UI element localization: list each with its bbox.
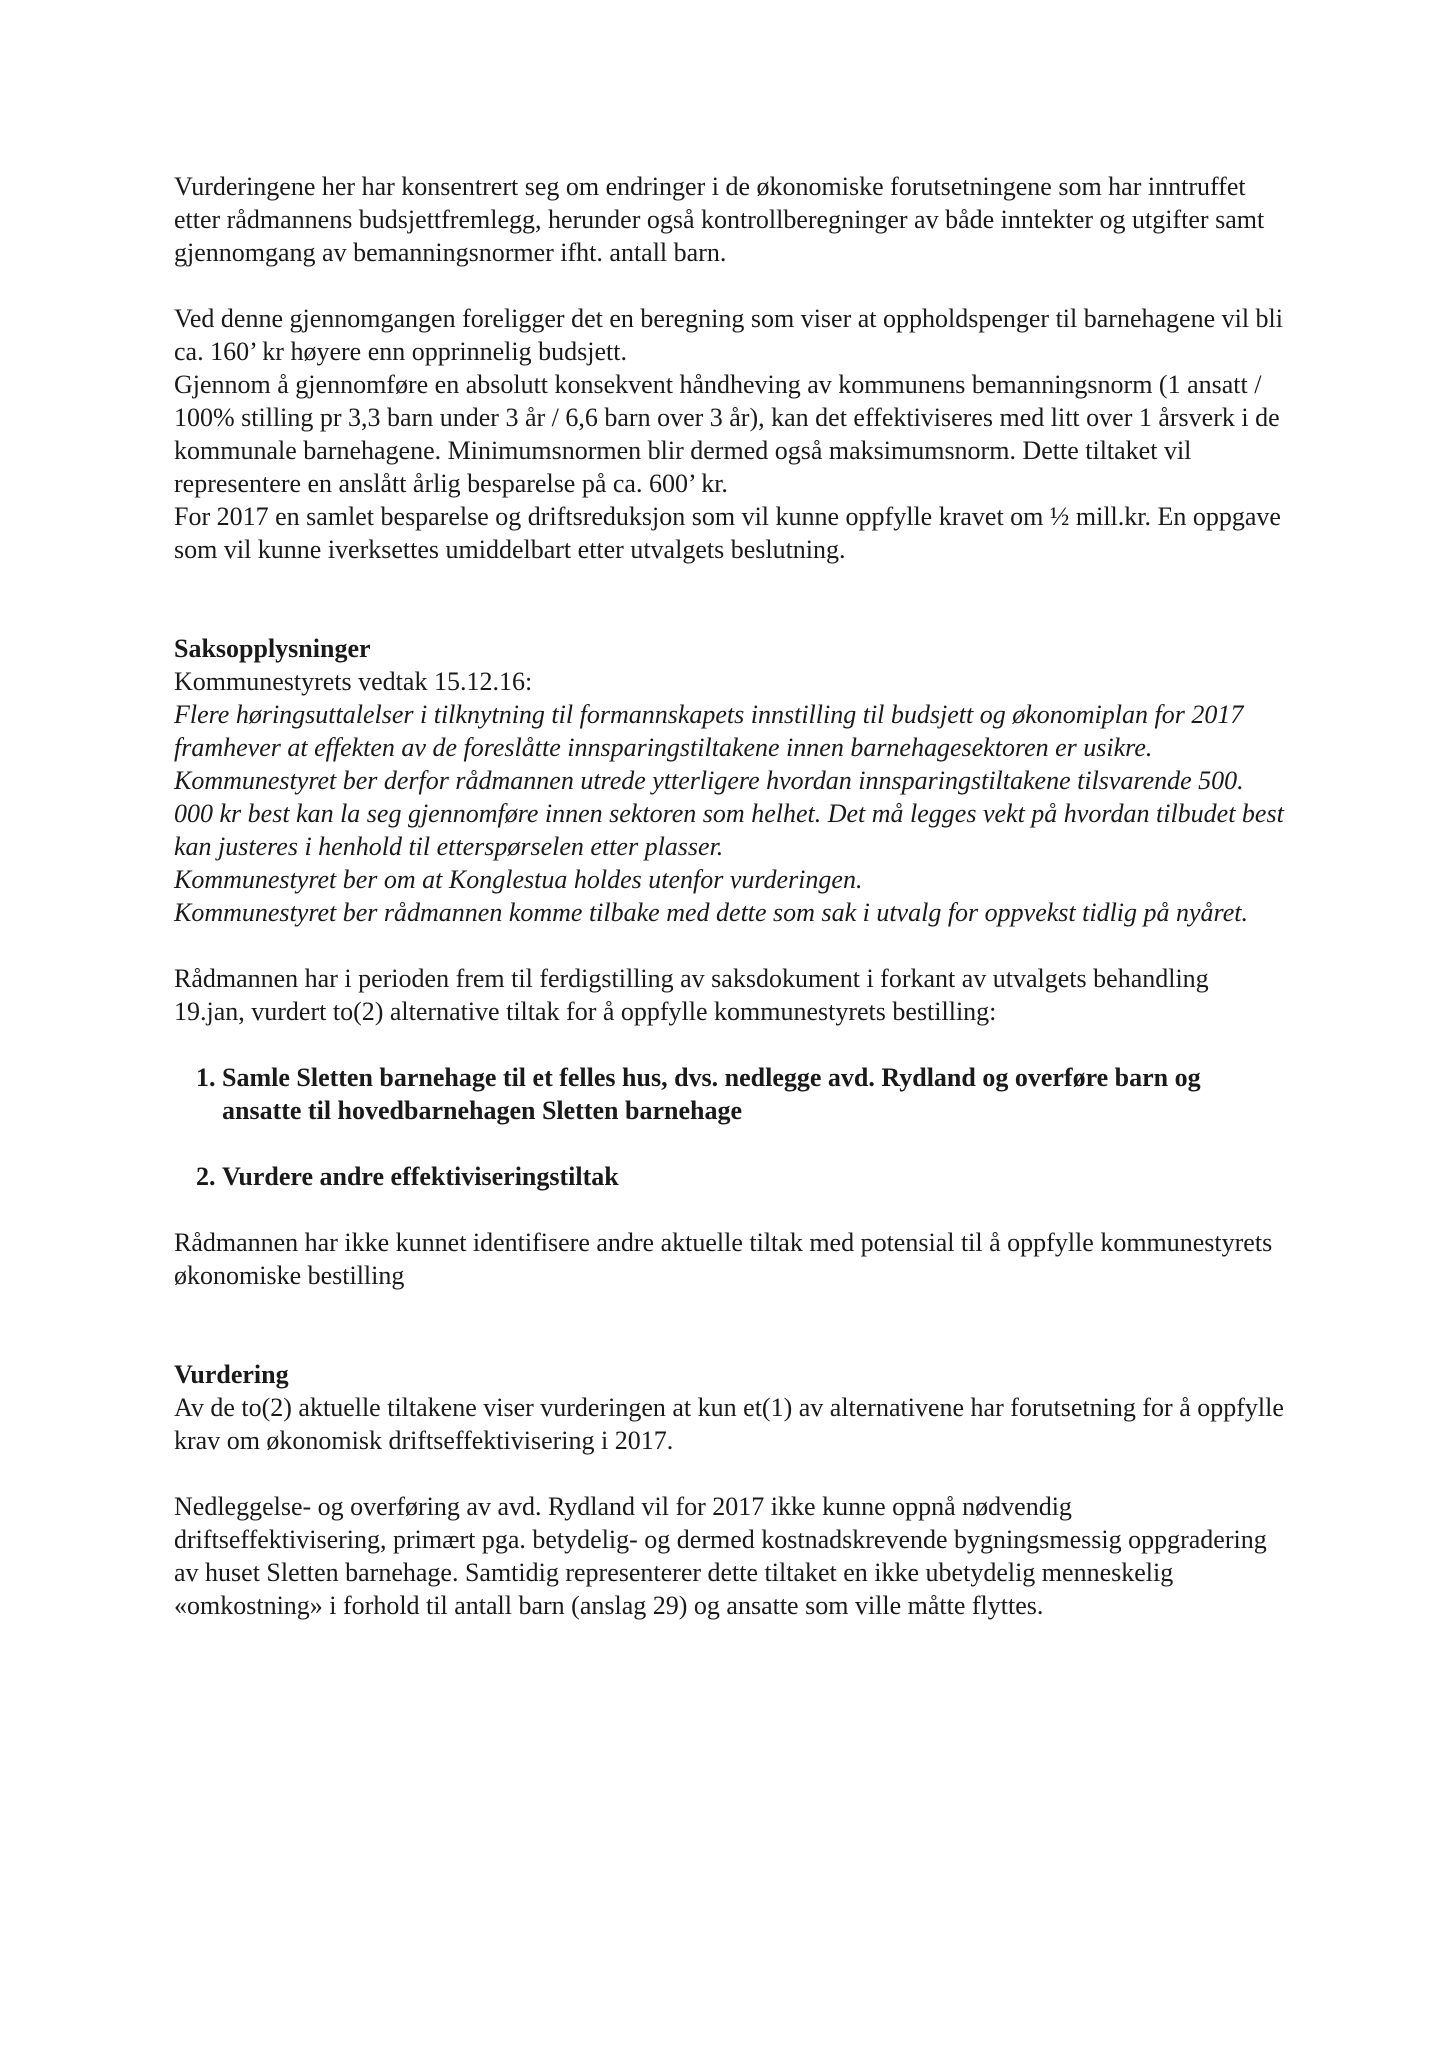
spacer [174, 1457, 1284, 1490]
spacer [174, 1193, 1284, 1226]
intro-paragraph: Vurderingene her har konsentrert seg om endringer i de økonomiske forutsetningene som har inntruffet etter rådmannens budsjettfremlegg, herunder også kontrollberegninger av både inntekter og utgifter samt gjennomgang av bemanningsnormer ifht. antall barn. [174, 172, 1265, 267]
intro-paragraph-2-line-2: Gjennom å gjennomføre en absolutt konsekvent håndheving av kommunens bemanningsnorm (1 ansatt / 100% stilling pr 3,3 barn under 3 år / 6,6 barn over 3 år), kan det effektiviseres med litt over 1 årsverk i de kommunale barnehagene. Minimumsnormen blir dermed også maksimumsnorm. Dette tiltaket vil representere en anslått årlig besparelse på ca. 600’ kr. [174, 370, 1280, 498]
spacer [174, 1028, 1284, 1061]
vedtak-text-2: Kommunestyret ber derfor rådmannen utrede ytterligere hvordan innsparingstiltakene tilsvarende 500. 000 kr best kan la seg gjennomføre innen sektoren som helhet. Det må legges vekt på hvordan tilbudet best kan justeres i henhold til etterspørselen etter plasser. [174, 766, 1284, 861]
spacer [174, 566, 1284, 632]
section-heading-saksopplysninger: Saksopplysninger [174, 634, 371, 663]
vedtak-text-3: Kommunestyret ber om at Konglestua holdes utenfor vurderingen. [174, 865, 863, 894]
tiltak-item-1: 1. Samle Sletten barnehage til et felles hus, dvs. nedlegge avd. Rydland og overføre barn og ansatte til hovedbarnehagen Sletten barnehage [222, 1061, 1284, 1127]
spacer [174, 1292, 1284, 1358]
vurdering-paragraph-2: Nedleggelse- og overføring av avd. Rydland vil for 2017 ikke kunne oppnå nødvendig driftseffektivisering, primært pga. betydelig- og dermed kostnadskrevende bygningsmessig oppgradering av huset Sletten barnehage. Samtidig representerer dette tiltaket en ikke ubetydelig menneskelig «omkostning» i forhold til antall barn (anslag 29) og ansatte som ville måtte flyttes. [174, 1492, 1267, 1620]
spacer [222, 1127, 1284, 1160]
vurdering-paragraph-1: Av de to(2) aktuelle tiltakene viser vurderingen at kun et(1) av alternativene har forutsetning for å oppfylle krav om økonomisk driftseffektivisering i 2017. [174, 1393, 1284, 1455]
spacer [174, 929, 1284, 962]
vedtak-label: Kommunestyrets vedtak 15.12.16: [174, 667, 533, 696]
konklusjon-text: Rådmannen har ikke kunnet identifisere andre aktuelle tiltak med potensial til å oppfylle kommunestyrets økonomiske bestilling [174, 1228, 1273, 1290]
intro-paragraph-2-line-3: For 2017 en samlet besparelse og driftsreduksjon som vil kunne oppfylle kravet om ½ mill.kr. En oppgave som vil kunne iverksettes umiddelbart etter utvalgets beslutning. [174, 502, 1281, 564]
vedtak-text-4: Kommunestyret ber rådmannen komme tilbake med dette som sak i utvalg for oppvekst tidlig på nyåret. [174, 898, 1248, 927]
section-heading-vurdering: Vurdering [174, 1360, 289, 1389]
radmann-text: Rådmannen har i perioden frem til ferdigstilling av saksdokument i forkant av utvalgets behandling 19.jan, vurdert to(2) alternative tiltak for å oppfylle kommunestyrets bestilling: [174, 964, 1209, 1026]
spacer [174, 269, 1284, 302]
vedtak-text-1: Flere høringsuttalelser i tilknytning til formannskapets innstilling til budsjett og økonomiplan for 2017 framhever at effekten av de foreslåtte innsparingstiltakene innen barnehagesektoren er usikre. [174, 700, 1244, 762]
tiltak-item-2: 2. Vurdere andre effektiviseringstiltak [222, 1160, 1284, 1193]
tiltak-list [174, 1061, 1284, 1193]
document-page [174, 170, 1284, 1622]
intro-paragraph-2-line-1: Ved denne gjennomgangen foreligger det en beregning som viser at oppholdspenger til barnehagene vil bli ca. 160’ kr høyere enn opprinnelig budsjett. [174, 304, 1283, 366]
